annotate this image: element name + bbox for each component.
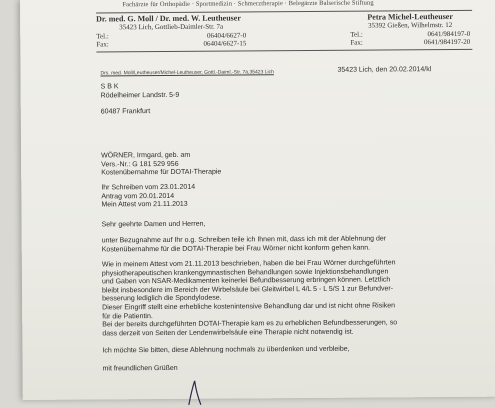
- patient-name: WÖRNER, Irmgard, geb. am: [101, 151, 191, 160]
- paragraph-3: Ich möchte Sie bitten, diese Ablehnung nochmals zu überdenken und verbleibe,: [102, 345, 350, 355]
- letterhead-right: [350, 12, 470, 47]
- subject-block: [101, 152, 221, 179]
- paragraph-1-line: Kostenübernahme für die DOTAI-Therapie bei Frau Wörner nicht konform gehen kann.: [101, 244, 371, 254]
- reference-block: [101, 184, 195, 210]
- right-fax-number: 0641/984197-20: [423, 37, 471, 47]
- paragraph-2-line: dass derzeit von Seiten der Lendenwirbelsäule eine Therapie nicht notwendig ist.: [102, 328, 354, 338]
- left-address: 35423 Lich, Gottlieb-Daimler-Str. 7a: [119, 22, 224, 32]
- recipient-city: 60487 Frankfurt: [100, 108, 151, 116]
- right-tel-number: 0641/984197-0: [427, 29, 471, 38]
- header-bottom-rule: [96, 49, 472, 53]
- paragraph-2-line: Dieser Eingriff stellt eine erhebliche kostenintensive Behandlung dar und ist nicht ohne Risiken: [102, 302, 396, 312]
- paragraph-2-line: Wie in meinem Attest vom 21.11.2013 beschrieben, haben die bei Frau Wörner durchgeführten: [101, 259, 396, 269]
- paragraph-2-line: für die Patientin.: [102, 312, 153, 320]
- right-fax-label: Fax:: [350, 38, 363, 47]
- closing: mit freundlichen Grüßen: [102, 364, 178, 373]
- letterhead-left: [96, 13, 246, 49]
- right-tel-label: Tel.:: [350, 30, 363, 39]
- reference-letter: Ihr Schreiben vom 23.01.2014: [101, 183, 196, 192]
- salutation: Sehr geehrte Damen und Herren,: [101, 220, 206, 229]
- paragraph-2-line: bleibt insbesondere im Bereich der Wirbelsäule bei Gleitwirbel L 4/L 5 - L 5/S 1 zur Befundver-: [102, 285, 394, 295]
- paragraph-1-line: unter Bezugnahme auf Ihr o.g. Schreiben teile ich Ihnen mit, dass ich mit der Ablehnung der: [101, 235, 387, 245]
- right-fax: [350, 38, 470, 47]
- insurance-number: Vers.-Nr.: G 181 529 956: [101, 160, 179, 169]
- therapist-name: Petra Michel-Leutheuser: [367, 11, 453, 22]
- right-address: 35392 Gießen, Wilhelmstr. 12: [368, 20, 453, 30]
- subject-line: Kostenübernahme für DOTAI-Therapie: [101, 168, 222, 177]
- paragraph-1: [102, 235, 387, 254]
- paragraph-2-line: besserung lediglich die Spondylodese.: [102, 294, 222, 303]
- letter-sheet: [20, 0, 495, 400]
- left-fax: [96, 39, 246, 49]
- paragraph-2: [102, 259, 397, 338]
- sender-line: Drs. med. Moll/Leutheuser/Michel-Leutheuser, Gottl.-Daiml.-Str. 7a,35423 Lich: [100, 69, 274, 77]
- left-fax-label: Fax:: [96, 40, 109, 49]
- recipient-street: Rödelheimer Landstr. 5-9: [100, 91, 180, 100]
- paragraph-2-line: physiotherapeutischen krankengymnastischen Behandlungen sowie Injektionsbehandlungen: [101, 268, 389, 278]
- left-tel-label: Tel.:: [96, 31, 109, 40]
- reference-attest: Mein Attest vom 21.11.2013: [101, 201, 188, 209]
- place-date: 35423 Lich, den 20.02.2014/kl: [337, 66, 432, 74]
- reference-application: Antrag vom 20.01.2014: [101, 192, 175, 201]
- paragraph-2-line: und Gaben von NSAR-Medikamenten keinerlei Befundbesserung erbringen können. Letztlich: [101, 276, 391, 286]
- recipient-block: [101, 83, 180, 117]
- signature-mark: [181, 377, 211, 407]
- doctor-names: Dr. med. G. Moll / Dr. med. W. Leutheuser: [96, 13, 241, 24]
- letterhead-top-line: Fachärzte für Orthopädie · Sportmedizin · Schmerztherapie · Belegärzte Balserische Stiftung: [122, 0, 374, 9]
- paragraph-2-line: Bei der bereits durchgeführten DOTAI-Therapie kam es zu erheblichen Befundbesserungen, so: [102, 319, 398, 329]
- recipient-name: S B K: [100, 83, 119, 91]
- left-tel-number: 06404/6627-0: [206, 30, 247, 40]
- left-fax-number: 06404/6627-15: [203, 39, 247, 48]
